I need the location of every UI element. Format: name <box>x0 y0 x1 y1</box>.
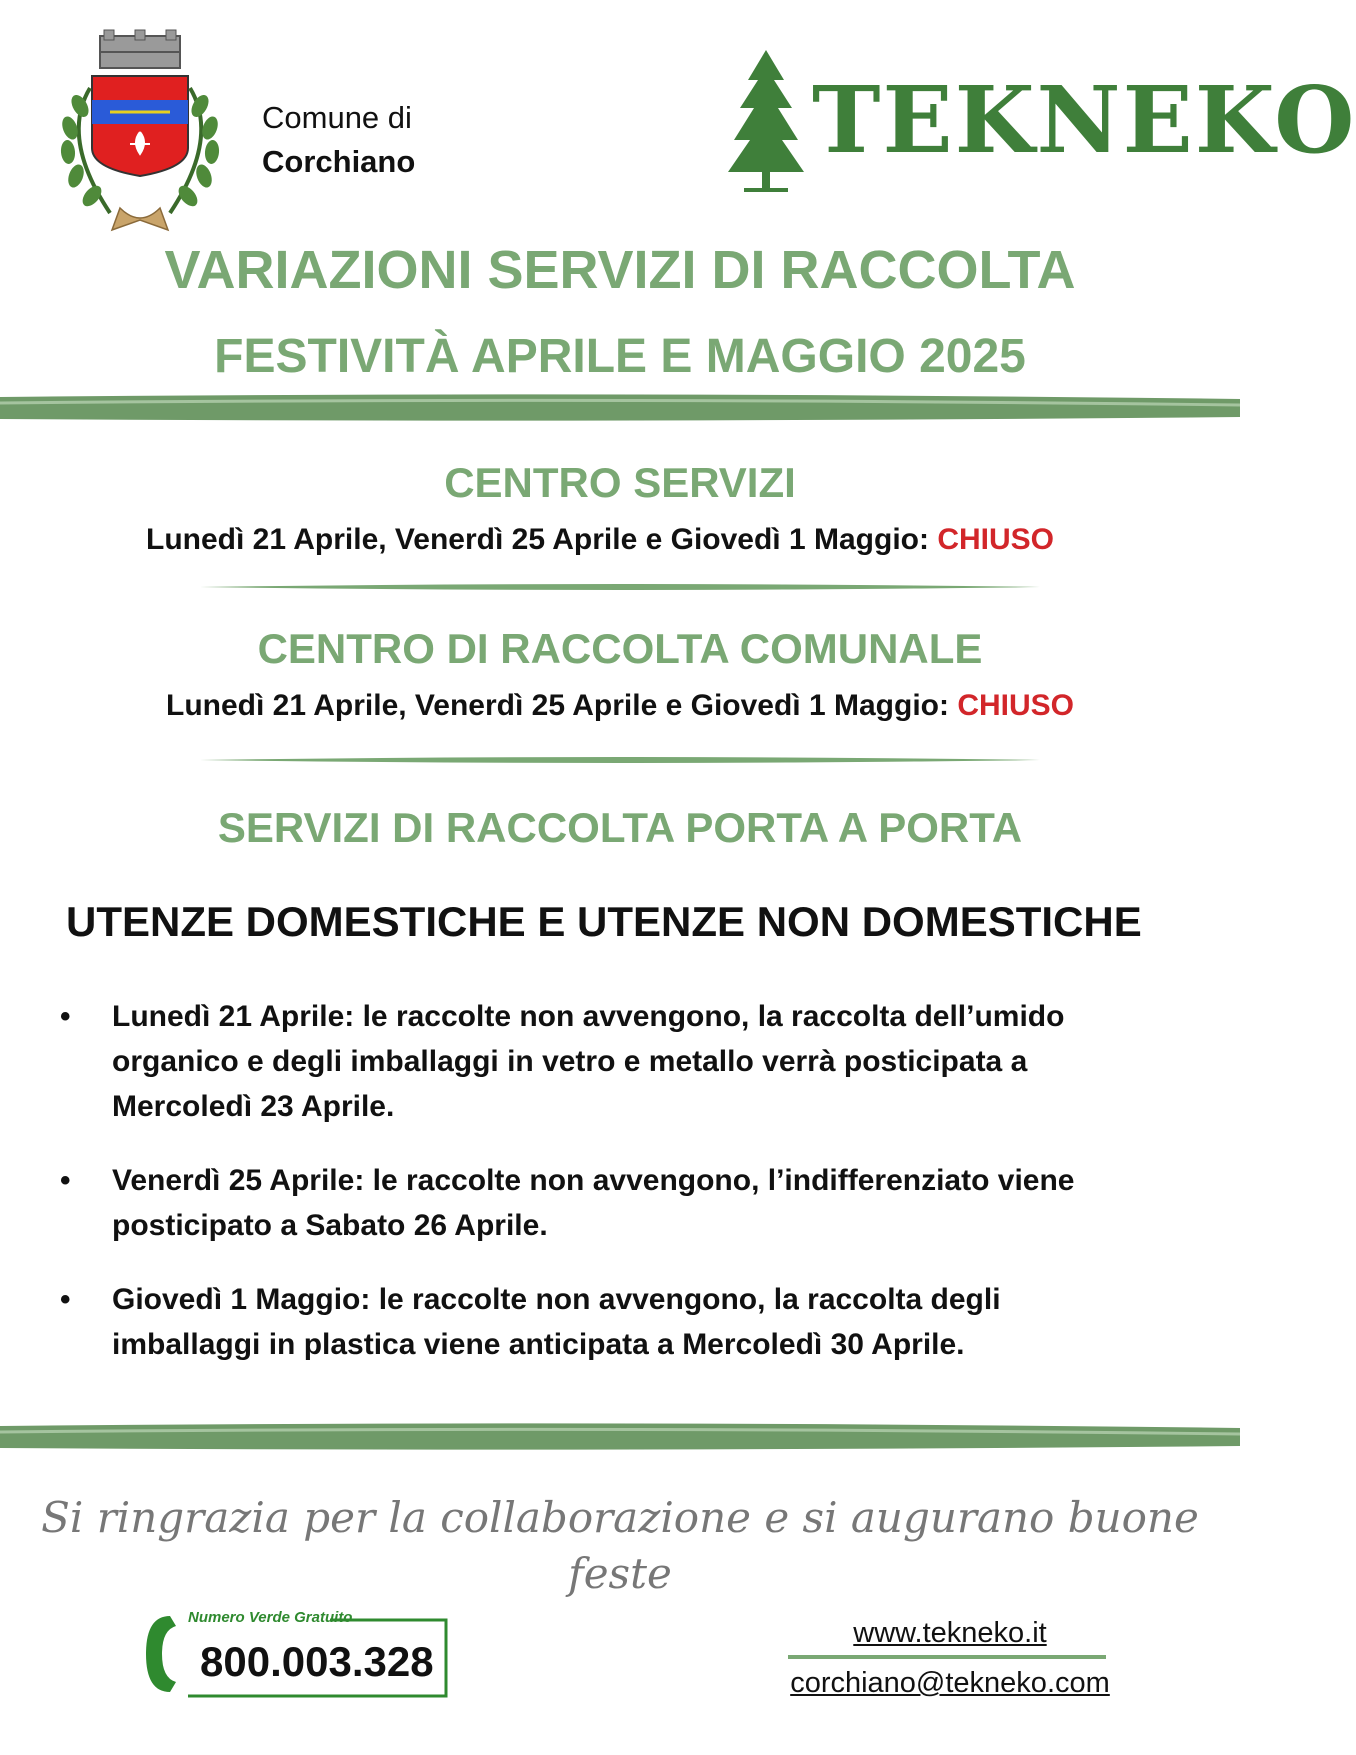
email-link[interactable]: corchiano@tekneko.com <box>790 1667 1110 1699</box>
phone-label: Numero Verde Gratuito <box>188 1609 353 1626</box>
centro-servizi-status: CHIUSO <box>937 523 1054 556</box>
list-item-line: posticipato a Sabato 26 Aprile. <box>112 1209 548 1242</box>
centro-servizi-dates: Lunedì 21 Aprile, Venerdì 25 Aprile e Giovedì 1 Maggio: <box>146 523 938 556</box>
top-green-divider <box>0 393 1240 423</box>
list-item <box>60 1158 1180 1253</box>
bullet-icon: • <box>60 1164 71 1197</box>
porta-a-porta-heading: SERVIZI DI RACCOLTA PORTA A PORTA <box>217 804 1023 851</box>
list-item-line: organico e degli imballaggi in vetro e metallo verrà posticipata a <box>112 1045 1028 1078</box>
phone-icon <box>146 1616 176 1692</box>
bullet-icon: • <box>60 1000 71 1033</box>
section-divider <box>200 754 1040 766</box>
list-item-line: Giovedì 1 Maggio: le raccolte non avvengono, la raccolta degli <box>112 1283 1001 1316</box>
centro-raccolta-dates: Lunedì 21 Aprile, Venerdì 25 Aprile e Giovedì 1 Maggio: <box>166 689 958 722</box>
centro-raccolta-status: CHIUSO <box>957 689 1074 722</box>
tree-icon <box>726 50 806 192</box>
footer-divider <box>788 1655 1106 1659</box>
list-item-line: Venerdì 25 Aprile: le raccolte non avvengono, l’indifferenziato viene <box>112 1164 1075 1197</box>
comune-crest-logo <box>50 28 230 238</box>
section-divider <box>200 581 1040 593</box>
tekneko-logo-text: TEKNEKO <box>812 66 1356 174</box>
list-item-line: Mercoledì 23 Aprile. <box>112 1090 395 1123</box>
thanks-message: Si ringrazia per la collaborazione e si augurano buone feste <box>41 1493 1199 1598</box>
centro-raccolta-heading: CENTRO DI RACCOLTA COMUNALE <box>257 625 983 672</box>
website-link[interactable]: www.tekneko.it <box>853 1617 1047 1649</box>
utenze-heading: UTENZE DOMESTICHE E UTENZE NON DOMESTICHE <box>66 898 1142 945</box>
list-item <box>60 1277 1180 1372</box>
centro-servizi-heading: CENTRO SERVIZI <box>444 459 796 506</box>
main-subtitle: FESTIVITÀ APRILE E MAGGIO 2025 <box>214 330 1026 383</box>
list-item <box>60 994 1180 1134</box>
comune-label <box>262 96 415 184</box>
phone-number[interactable]: 800.003.328 <box>200 1638 434 1685</box>
centro-servizi-closure <box>0 520 1220 560</box>
bottom-green-divider <box>0 1422 1240 1452</box>
comune-prefix: Comune di <box>262 100 412 135</box>
comune-name: Corchiano <box>262 144 416 179</box>
list-item-line: Lunedì 21 Aprile: le raccolte non avvengono, la raccolta dell’umido <box>112 1000 1065 1033</box>
main-title: VARIAZIONI SERVIZI DI RACCOLTA <box>164 240 1076 300</box>
bullet-icon: • <box>60 1283 71 1316</box>
centro-raccolta-closure <box>0 686 1240 726</box>
list-item-line: imballaggi in plastica viene anticipata a Mercoledì 30 Aprile. <box>112 1328 965 1361</box>
